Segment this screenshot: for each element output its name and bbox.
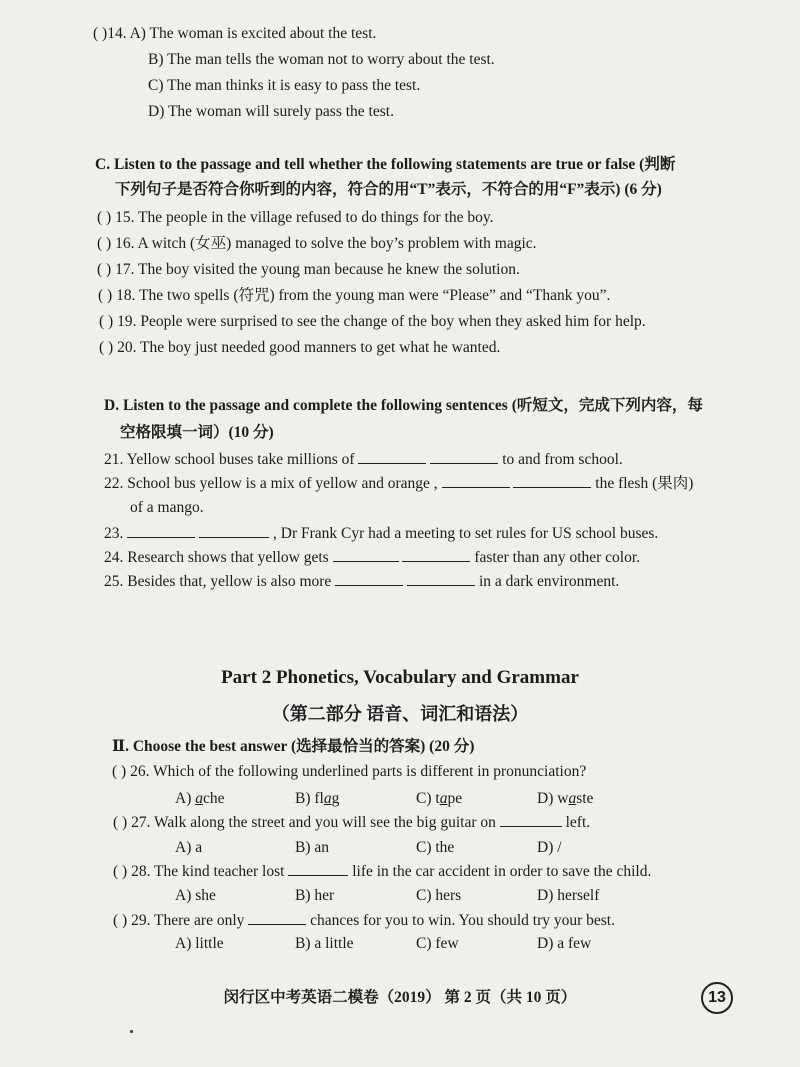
q15: ( ) 15. The people in the village refused to do things for the boy. xyxy=(97,209,494,226)
s23-blank-2[interactable] xyxy=(199,523,269,538)
q26-option-b: B) flag xyxy=(295,790,340,807)
s22-blank-2[interactable] xyxy=(513,473,591,488)
q29-option-b: B) a little xyxy=(295,935,354,952)
s24-text-b: faster than any other color. xyxy=(474,549,641,566)
q20: ( ) 20. The boy just needed good manners to get what he wanted. xyxy=(99,339,501,356)
q28-option-a: A) she xyxy=(175,887,216,904)
q29-option-d: D) a few xyxy=(537,935,592,952)
s21-text-a: 21. Yellow school buses take millions of xyxy=(104,451,355,468)
page-footer: 闵行区中考英语二模卷（2019） 第 2 页（共 10 页） xyxy=(223,989,577,1006)
q16: ( ) 16. A witch (女巫) managed to solve the boy’s problem with magic. xyxy=(97,235,537,252)
s23-text-a: 23. xyxy=(104,525,124,542)
s23-text-b: , Dr Frank Cyr had a meeting to set rules for US school buses. xyxy=(273,525,659,542)
q18: ( ) 18. The two spells (符咒) from the young man were “Please” and “Thank you”. xyxy=(98,287,611,304)
s24-blank-2[interactable] xyxy=(402,547,470,562)
s22-text-a: 22. School bus yellow is a mix of yellow and orange , xyxy=(104,475,438,492)
s22-cont: of a mango. xyxy=(130,499,204,516)
section-c-heading: C. Listen to the passage and tell whether the following statements are true or false (判断 xyxy=(95,156,676,173)
q29-option-c: C) few xyxy=(416,935,459,952)
q27-option-a: A) a xyxy=(175,839,203,856)
q26-option-a: A) ache xyxy=(175,790,225,807)
s21-blank-2[interactable] xyxy=(430,449,498,464)
s21-text-b: to and from school. xyxy=(502,451,623,468)
q27-option-b: B) an xyxy=(295,839,330,856)
s23-blank-1[interactable] xyxy=(127,523,195,538)
q29-blank[interactable] xyxy=(248,910,306,925)
s21 xyxy=(104,449,623,470)
q29-stem: ( ) 29. There are only chances for you to win. You should try your best. xyxy=(113,912,615,929)
q28-option-c: C) hers xyxy=(416,887,462,904)
s24-blank-1[interactable] xyxy=(333,547,399,562)
q14-option-d: D) The woman will surely pass the test. xyxy=(148,103,394,120)
s25 xyxy=(104,571,619,592)
section-d-heading: D. Listen to the passage and complete the following sentences (听短文，完成下列内容，每 xyxy=(104,397,703,414)
s25-blank-1[interactable] xyxy=(335,571,403,586)
q14-option-c: C) The man thinks it is easy to pass the test. xyxy=(148,77,421,94)
s25-text-a: 25. Besides that, yellow is also more xyxy=(104,573,332,590)
s25-blank-2[interactable] xyxy=(407,571,475,586)
section-ii-heading: Ⅱ. Choose the best answer (选择最恰当的答案) (20 分) xyxy=(112,738,475,755)
q28-option-b: B) her xyxy=(295,887,335,904)
s25-text-b: in a dark environment. xyxy=(478,573,620,590)
part2-subtitle: （第二部分 语音、词汇和语法） xyxy=(271,704,529,724)
q19: ( ) 19. People were surprised to see the change of the boy when they asked him for help. xyxy=(99,313,646,330)
q26-stem: ( ) 26. Which of the following underlined parts is different in pronunciation? xyxy=(112,763,587,780)
s22-text-b: the flesh (果肉) xyxy=(595,475,694,492)
part2-title: Part 2 Phonetics, Vocabulary and Grammar xyxy=(221,667,579,688)
q28-option-d: D) herself xyxy=(537,887,600,904)
q26-option-c: C) tape xyxy=(416,790,463,807)
stray-dot xyxy=(130,1030,133,1033)
q14-option-b: B) The man tells the woman not to worry about the test. xyxy=(148,51,495,68)
section-c-heading-cont: 下列句子是否符合你听到的内容，符合的用“T”表示，不符合的用“F”表示) (6 分) xyxy=(115,181,662,198)
q26-option-d: D) waste xyxy=(537,790,594,807)
q27-option-c: C) the xyxy=(416,839,455,856)
q27-stem: ( ) 27. Walk along the street and you will see the big guitar on left. xyxy=(113,814,591,831)
s22 xyxy=(104,473,693,494)
q29-option-a: A) little xyxy=(175,935,224,952)
s23 xyxy=(104,523,658,544)
q28-blank[interactable] xyxy=(288,861,348,876)
s24 xyxy=(104,547,640,568)
q27-option-d: D) / xyxy=(537,839,562,856)
s22-blank-1[interactable] xyxy=(442,473,510,488)
q27-blank[interactable] xyxy=(500,812,562,827)
q17: ( ) 17. The boy visited the young man because he knew the solution. xyxy=(97,261,520,278)
q28-stem: ( ) 28. The kind teacher lost life in the car accident in order to save the child. xyxy=(113,863,652,880)
s21-blank-1[interactable] xyxy=(358,449,426,464)
circled-page-number: 13 xyxy=(701,982,733,1014)
s24-text-a: 24. Research shows that yellow gets xyxy=(104,549,329,566)
section-d-heading-cont: 空格限填一词）(10 分) xyxy=(120,424,274,441)
q14-stem: ( )14. A) The woman is excited about the test. xyxy=(93,25,377,42)
